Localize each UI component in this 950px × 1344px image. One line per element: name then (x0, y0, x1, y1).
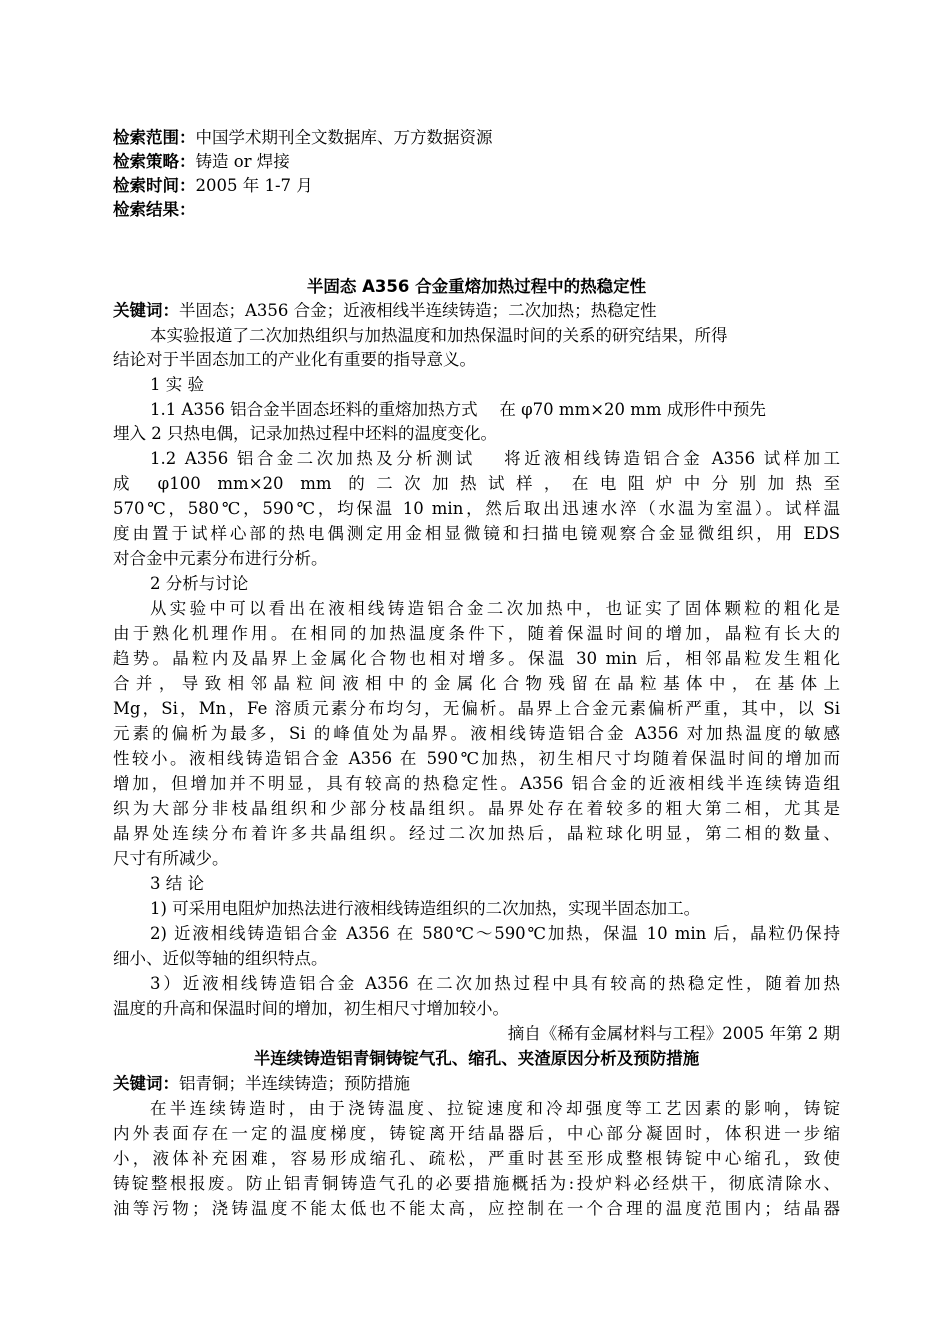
search-strategy-label: 检索策略： (113, 152, 196, 171)
article1-s2-line: 元素的偏析为最多，Si 的峰值处为晶界。液相线铸造铝合金 A356 对加热温度的敏感 (113, 724, 840, 743)
article2-body-line: 在半连续铸造时，由于浇铸温度、拉锭速度和冷却强度等工艺因素的影响，铸锭 (150, 1099, 840, 1118)
article1-s1-2-line: 成 φ100 mm×20 mm 的二次加热试样，在电阻炉中分别加热至 (113, 474, 840, 493)
article1-s1-2-line: 570℃，580℃，590℃，均保温 10 min，然后取出迅速水淬（水温为室温）。试样温 (113, 499, 840, 518)
article1-s2-line: 性较小。液相线铸造铝合金 A356 在 590℃加热，初生相尺寸均随着保温时间的增加而 (113, 749, 840, 768)
article2-body-line: 小，液体补充困难，容易形成缩孔、疏松，严重时甚至形成整根铸锭中心缩孔，致使 (113, 1149, 840, 1168)
search-result-label: 检索结果： (113, 200, 196, 219)
article1-s2-line: 增加，但增加并不明显，具有较高的热稳定性。A356 铝合金的近液相线半连续铸造组 (113, 774, 840, 793)
search-scope-value: 中国学术期刊全文数据库、万方数据资源 (195, 128, 493, 147)
search-strategy-value: 铸造 or 焊接 (195, 152, 290, 171)
article1-s2-line: 晶界处连续分布着许多共晶组织。经过二次加热后，晶粒球化明显，第二相的数量、 (113, 824, 840, 843)
article1-s2-line: 趋势。晶粒内及晶界上金属化合物也相对增多。保温 30 min 后，相邻晶粒发生粗化 (113, 649, 840, 668)
article1-s2-line: 织为大部分非枝晶组织和少部分枝晶组织。晶界处存在着较多的粗大第二相，尤其是 (113, 799, 840, 818)
article1-title: 半固态 A356 合金重熔加热过程中的热稳定性 (306, 277, 647, 296)
article1-s2-line: Mg，Si，Mn，Fe 溶质元素分布均匀，无偏析。晶界上合金元素偏析严重，其中，以 Si (113, 699, 840, 718)
article1-conclusion-2-line: 细小、近似等轴的组织特点。 (113, 949, 328, 968)
article1-s2-line: 从实验中可以看出在液相线铸造铝合金二次加热中，也证实了固体颗粒的粗化是 (150, 599, 840, 618)
search-scope-label: 检索范围： (113, 128, 196, 147)
article1-conclusion-3-line: 3）近液相线铸造铝合金 A356 在二次加热过程中具有较高的热稳定性，随着加热 (150, 974, 840, 993)
article1-conclusion-1: 1) 可采用电阻炉加热法进行液相线铸造组织的二次加热，实现半固态加工。 (150, 899, 701, 918)
article1-intro-line: 本实验报道了二次加热组织与加热温度和加热保温时间的关系的研究结果，所得 (150, 326, 728, 345)
article2-keywords-value: 铝青铜；半连续铸造；预防措施 (179, 1074, 410, 1093)
article1-s1-2-line: 1.2 A356 铝合金二次加热及分析测试 将近液相线铸造铝合金 A356 试样加工 (150, 449, 840, 468)
article1-section3-heading: 3 结 论 (150, 874, 204, 893)
article1-keywords-value: 半固态；A356 合金；近液相线半连续铸造；二次加热；热稳定性 (179, 301, 657, 320)
article1-s1-2-line: 度由置于试样心部的热电偶测定用金相显微镜和扫描电镜观察合金显微组织，用 EDS (113, 524, 840, 543)
search-time-line (113, 174, 840, 198)
article1-conclusion-3-line: 温度的升高和保温时间的增加，初生相尺寸增加较小。 (113, 999, 509, 1018)
search-time-value: 2005 年 1-7 月 (195, 176, 313, 195)
search-time-label: 检索时间： (113, 176, 196, 195)
article2-body-line: 铸锭整根报废。防止铝青铜铸造气孔的必要措施概括为:投炉料必经烘干，彻底清除水、 (113, 1174, 840, 1193)
article1-s2-line: 尺寸有所减少。 (113, 849, 229, 868)
article1-s1-1-line: 埋入 2 只热电偶，记录加热过程中坯料的温度变化。 (113, 424, 497, 443)
search-result-line (113, 198, 840, 222)
article1-source: 摘自《稀有金属材料与工程》2005 年第 2 期 (507, 1024, 840, 1043)
search-scope-line (113, 126, 840, 150)
article1-section2-heading: 2 分析与讨论 (150, 574, 249, 593)
article1-conclusion-2-line: 2) 近液相线铸造铝合金 A356 在 580℃～590℃加热，保温 10 min 后，晶粒仍保持 (150, 924, 840, 943)
article2-body-line: 内外表面存在一定的温度梯度，铸锭离开结晶器后，中心部分凝固时，体积进一步缩 (113, 1124, 840, 1143)
article2-body-line: 油等污物；浇铸温度不能太低也不能太高，应控制在一个合理的温度范围内；结晶器 (113, 1199, 840, 1218)
article1-intro-line: 结论对于半固态加工的产业化有重要的指导意义。 (113, 350, 476, 369)
article2-keywords (113, 1072, 840, 1096)
article1-s2-line: 合并，导致相邻晶粒间液相中的金属化合物残留在晶粒基体中，在基体上 (113, 674, 840, 693)
article1-keywords (113, 299, 840, 323)
article2-keywords-label: 关键词： (113, 1074, 179, 1093)
article1-keywords-label: 关键词： (113, 301, 179, 320)
article1-s1-2-line: 对合金中元素分布进行分析。 (113, 549, 328, 568)
search-strategy-line (113, 150, 840, 174)
article1-s2-line: 由于熟化机理作用。在相同的加热温度条件下，随着保温时间的增加，晶粒有长大的 (113, 624, 840, 643)
article1-s1-1-line: 1.1 A356 铝合金半固态坯料的重熔加热方式 在 φ70 mm×20 mm 成形件中预先 (150, 400, 766, 419)
article1-section1-heading: 1 实 验 (150, 375, 204, 394)
article2-title: 半连续铸造铝青铜铸锭气孔、缩孔、夹渣原因分析及预防措施 (253, 1049, 700, 1068)
